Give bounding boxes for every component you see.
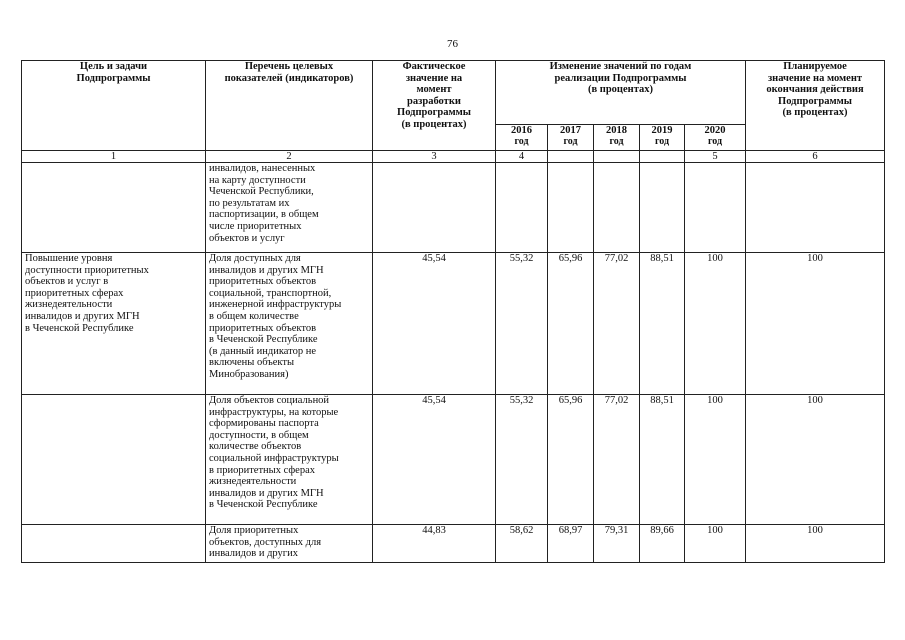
column-index-cell [548, 151, 594, 163]
goal-cell [22, 395, 206, 525]
value-2019-cell [640, 163, 685, 253]
planned-value-cell: 100 [746, 395, 885, 525]
column-index-cell: 5 [685, 151, 746, 163]
planned-value-cell: 100 [746, 253, 885, 395]
actual-value-cell: 44,83 [373, 525, 496, 563]
value-2018-cell: 79,31 [594, 525, 640, 563]
table-row [22, 163, 885, 253]
indicator-cell: Доля доступных для инвалидов и других МГН приоритетных объектов социальной, транспортной, инженерной инфраструктуры в общем количестве приоритетных объектов в Чеченской Республике (в данный индикатор не включены объекты Минобразования) [206, 253, 373, 395]
value-2018-cell: 77,02 [594, 253, 640, 395]
value-2017-cell: 68,97 [548, 525, 594, 563]
goal-cell [22, 525, 206, 563]
indicator-cell: Доля объектов социальной инфраструктуры, на которые сформированы паспорта доступности, в общем количестве объектов социальной инфраструктуры в приоритетных сферах жизнедеятельности инвалидов и других МГН в Чеченской Республике [206, 395, 373, 525]
header-year-2019: 2019 год [640, 125, 685, 151]
header-year-2017: 2017 год [548, 125, 594, 151]
column-index-cell [594, 151, 640, 163]
value-2019-cell: 88,51 [640, 253, 685, 395]
column-index-cell: 3 [373, 151, 496, 163]
actual-value-cell: 45,54 [373, 253, 496, 395]
planned-value-cell [746, 163, 885, 253]
column-index-cell: 6 [746, 151, 885, 163]
value-2020-cell [685, 163, 746, 253]
goal-cell: Повышение уровня доступности приоритетных объектов и услуг в приоритетных сферах жизнедеятельности инвалидов и других МГН в Чеченской Республике [22, 253, 206, 395]
value-2020-cell: 100 [685, 395, 746, 525]
table-row [22, 253, 885, 395]
indicators-table [21, 60, 885, 563]
column-index-cell: 2 [206, 151, 373, 163]
actual-value-cell [373, 163, 496, 253]
value-2019-cell: 88,51 [640, 395, 685, 525]
value-2020-cell: 100 [685, 253, 746, 395]
indicator-cell: Доля приоритетных объектов, доступных для инвалидов и других [206, 525, 373, 563]
goal-cell [22, 163, 206, 253]
table-row [22, 525, 885, 563]
header-yearly-change: Изменение значений по годам реализации Подпрограммы (в процентах) [496, 61, 746, 125]
indicator-cell: инвалидов, нанесенных на карту доступности Чеченской Республики, по результатам их паспортизации, в общем числе приоритетных объектов и услуг [206, 163, 373, 253]
value-2018-cell [594, 163, 640, 253]
value-2016-cell: 55,32 [496, 253, 548, 395]
value-2020-cell: 100 [685, 525, 746, 563]
header-planned-value: Планируемое значение на момент окончания действия Подпрограммы (в процентах) [746, 61, 885, 151]
column-index-cell: 4 [496, 151, 548, 163]
header-goal: Цель и задачи Подпрограммы [22, 61, 206, 151]
header-actual-value: Фактическое значение на момент разработки Подпрограммы (в процентах) [373, 61, 496, 151]
table-row [22, 395, 885, 525]
column-index-row [22, 151, 885, 163]
actual-value-cell: 45,54 [373, 395, 496, 525]
value-2016-cell [496, 163, 548, 253]
planned-value-cell: 100 [746, 525, 885, 563]
column-index-cell [640, 151, 685, 163]
page-number: 76 [447, 38, 458, 50]
value-2016-cell: 55,32 [496, 395, 548, 525]
header-year-2018: 2018 год [594, 125, 640, 151]
value-2017-cell: 65,96 [548, 395, 594, 525]
header-row-main [22, 61, 885, 125]
value-2019-cell: 89,66 [640, 525, 685, 563]
value-2017-cell: 65,96 [548, 253, 594, 395]
header-year-2016: 2016 год [496, 125, 548, 151]
value-2017-cell [548, 163, 594, 253]
header-indicators: Перечень целевых показателей (индикаторов) [206, 61, 373, 151]
column-index-cell: 1 [22, 151, 206, 163]
value-2016-cell: 58,62 [496, 525, 548, 563]
header-year-2020: 2020 год [685, 125, 746, 151]
value-2018-cell: 77,02 [594, 395, 640, 525]
